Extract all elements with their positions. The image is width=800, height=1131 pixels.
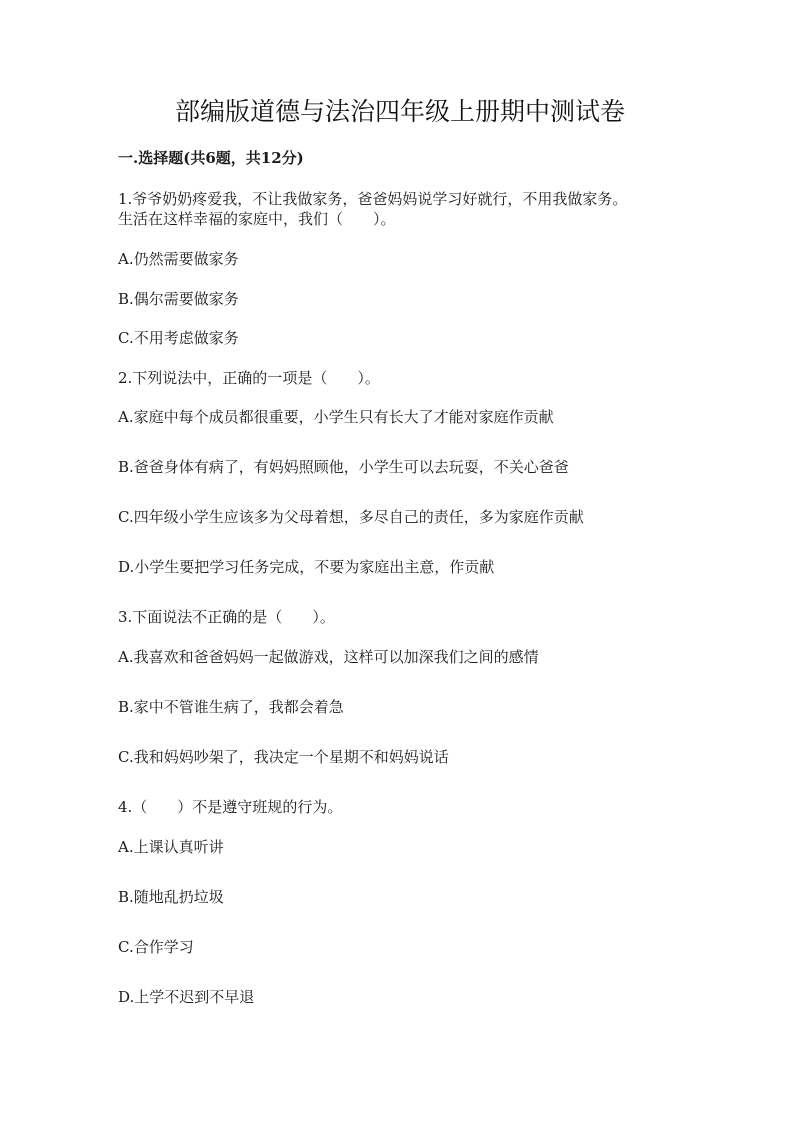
question-2-option-b: B.爸爸身体有病了，有妈妈照顾他，小学生可以去玩耍，不关心爸爸: [118, 458, 569, 476]
question-4-option-c: C.合作学习: [118, 938, 194, 956]
question-1-stem-line-1: 1.爷爷奶奶疼爱我，不让我做家务，爸爸妈妈说学习好就行，不用我做家务。: [118, 190, 628, 208]
question-4-option-b: B.随地乱扔垃圾: [118, 888, 224, 906]
question-2-option-d: D.小学生要把学习任务完成，不要为家庭出主意，作贡献: [118, 558, 495, 576]
question-4-option-d: D.上学不迟到不早退: [118, 988, 255, 1006]
page-title: 部编版道德与法治四年级上册期中测试卷: [174, 97, 625, 126]
question-1-option-a: A.仍然需要做家务: [118, 250, 239, 268]
question-3-stem: 3.下面说法不正确的是（ ）。: [118, 608, 335, 626]
question-4-stem: 4.（ ）不是遵守班规的行为。: [118, 798, 343, 816]
question-1-option-b: B.偶尔需要做家务: [118, 290, 239, 308]
question-2-option-c: C.四年级小学生应该多为父母着想，多尽自己的责任，多为家庭作贡献: [118, 508, 584, 526]
question-3-option-c: C.我和妈妈吵架了，我决定一个星期不和妈妈说话: [118, 748, 449, 766]
question-1-stem-line-2: 生活在这样幸福的家庭中，我们（ ）。: [118, 210, 396, 228]
question-1-option-c: C.不用考虑做家务: [118, 329, 239, 347]
question-4-option-a: A.上课认真听讲: [118, 838, 224, 856]
section-heading: 一.选择题(共6题，共12分): [118, 149, 304, 167]
question-3-option-a: A.我喜欢和爸爸妈妈一起做游戏，这样可以加深我们之间的感情: [118, 648, 539, 666]
question-2-option-a: A.家庭中每个成员都很重要，小学生只有长大了才能对家庭作贡献: [118, 408, 554, 426]
question-2-stem: 2.下列说法中，正确的一项是（ ）。: [118, 369, 380, 387]
question-3-option-b: B.家中不管谁生病了，我都会着急: [118, 698, 344, 716]
